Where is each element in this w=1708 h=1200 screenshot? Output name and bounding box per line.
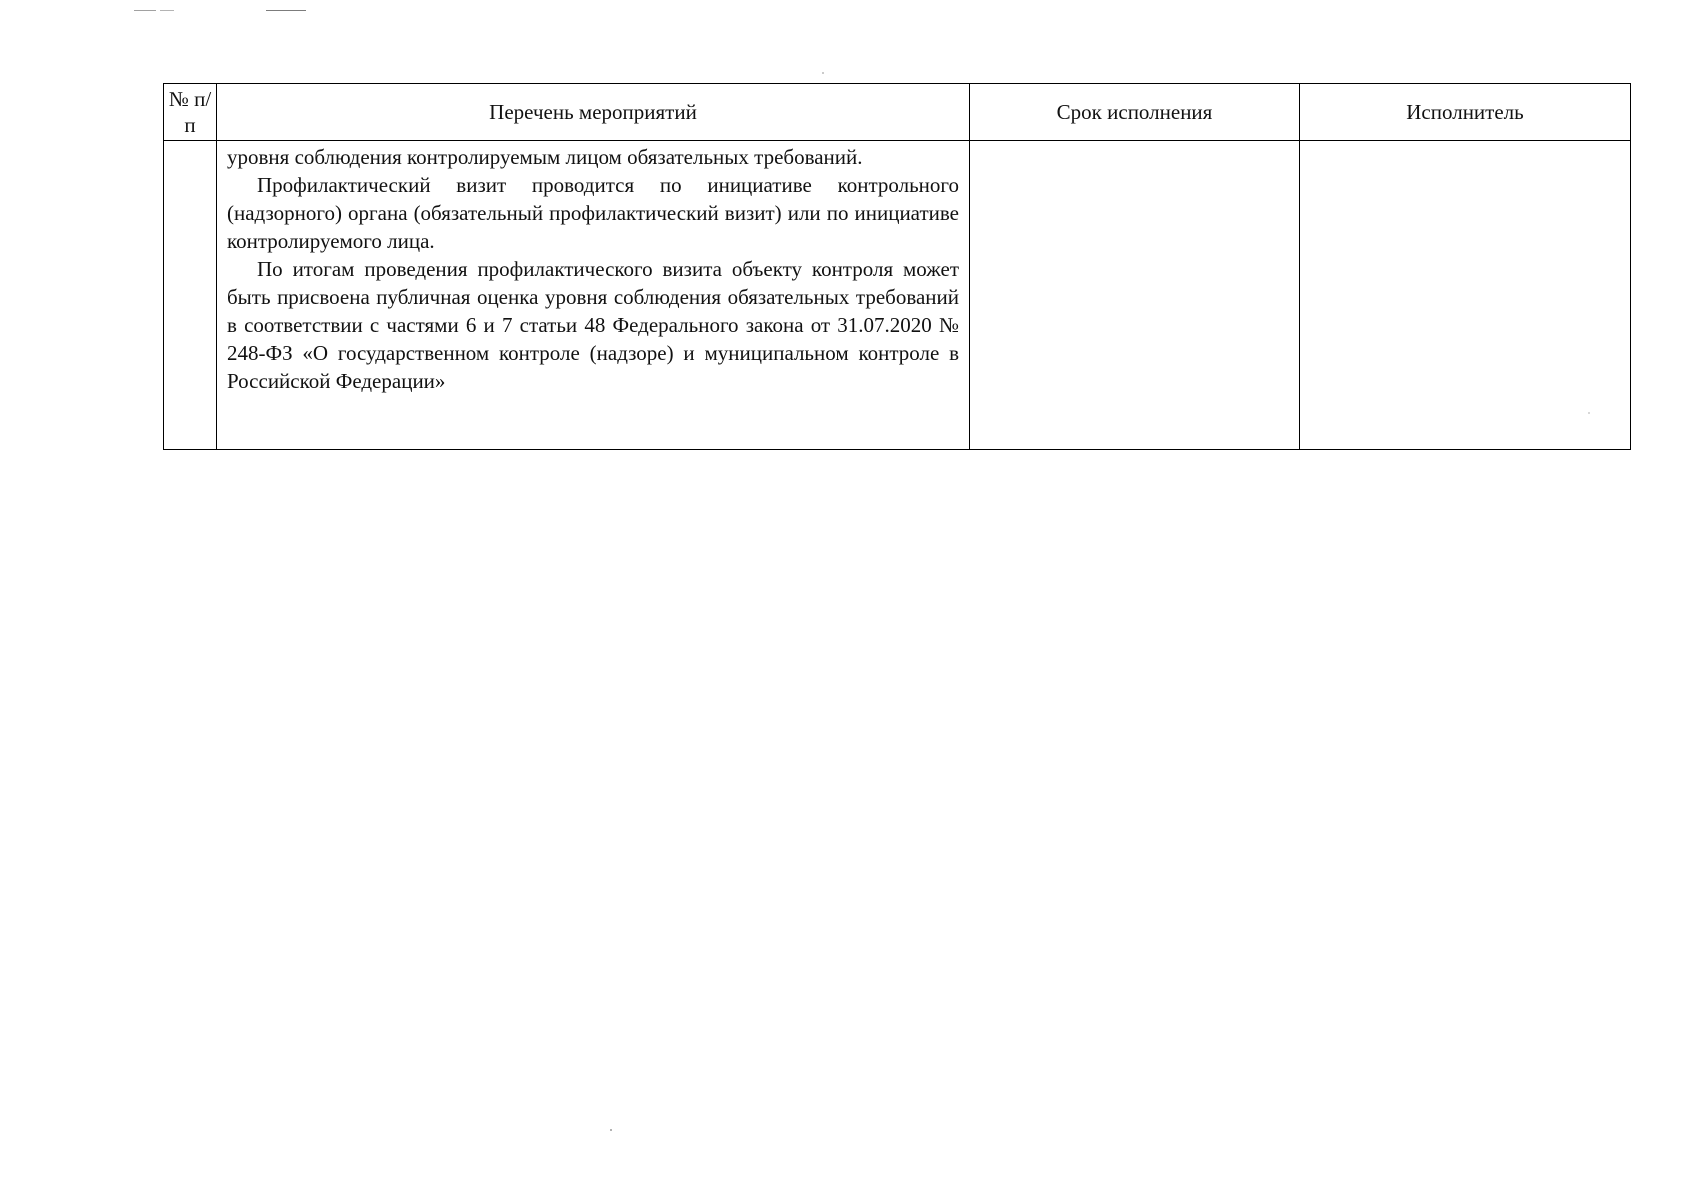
measure-paragraph: По итогам проведения профилактического визита объекту контроля может быть присвоена публичная оценка уровня соблюдения обязательных требований в соответствии с частями 6 и 7 статьи 48 Федерального закона от 31.07.2020 № 248-ФЗ «О государственном контроле (надзоре) и муниципальном контроле в Российской Федерации» [227, 257, 959, 393]
header-deadline: Срок исполнения [970, 84, 1300, 141]
row-measure-cell [217, 141, 970, 450]
scan-artifact-mark [266, 10, 306, 11]
row-deadline-cell [970, 141, 1300, 450]
scan-artifact-dot [822, 72, 824, 74]
row-executor-cell [1300, 141, 1631, 450]
header-number: № п/п [164, 84, 217, 141]
row-number-cell [164, 141, 217, 450]
table-header-row [164, 84, 1631, 141]
measure-paragraph: Профилактический визит проводится по инициативе контрольного (надзорного) органа (обязательный профилактический визит) или по инициативе контролируемого лица. [227, 173, 959, 253]
scan-artifact-dot [610, 1129, 612, 1131]
header-measures: Перечень мероприятий [217, 84, 970, 141]
measures-table [163, 83, 1631, 450]
header-executor: Исполнитель [1300, 84, 1631, 141]
table-row [164, 141, 1631, 450]
scan-artifact-mark [134, 10, 156, 11]
measure-paragraph: уровня соблюдения контролируемым лицом обязательных требований. [227, 145, 863, 169]
scan-artifact-mark [160, 10, 174, 11]
